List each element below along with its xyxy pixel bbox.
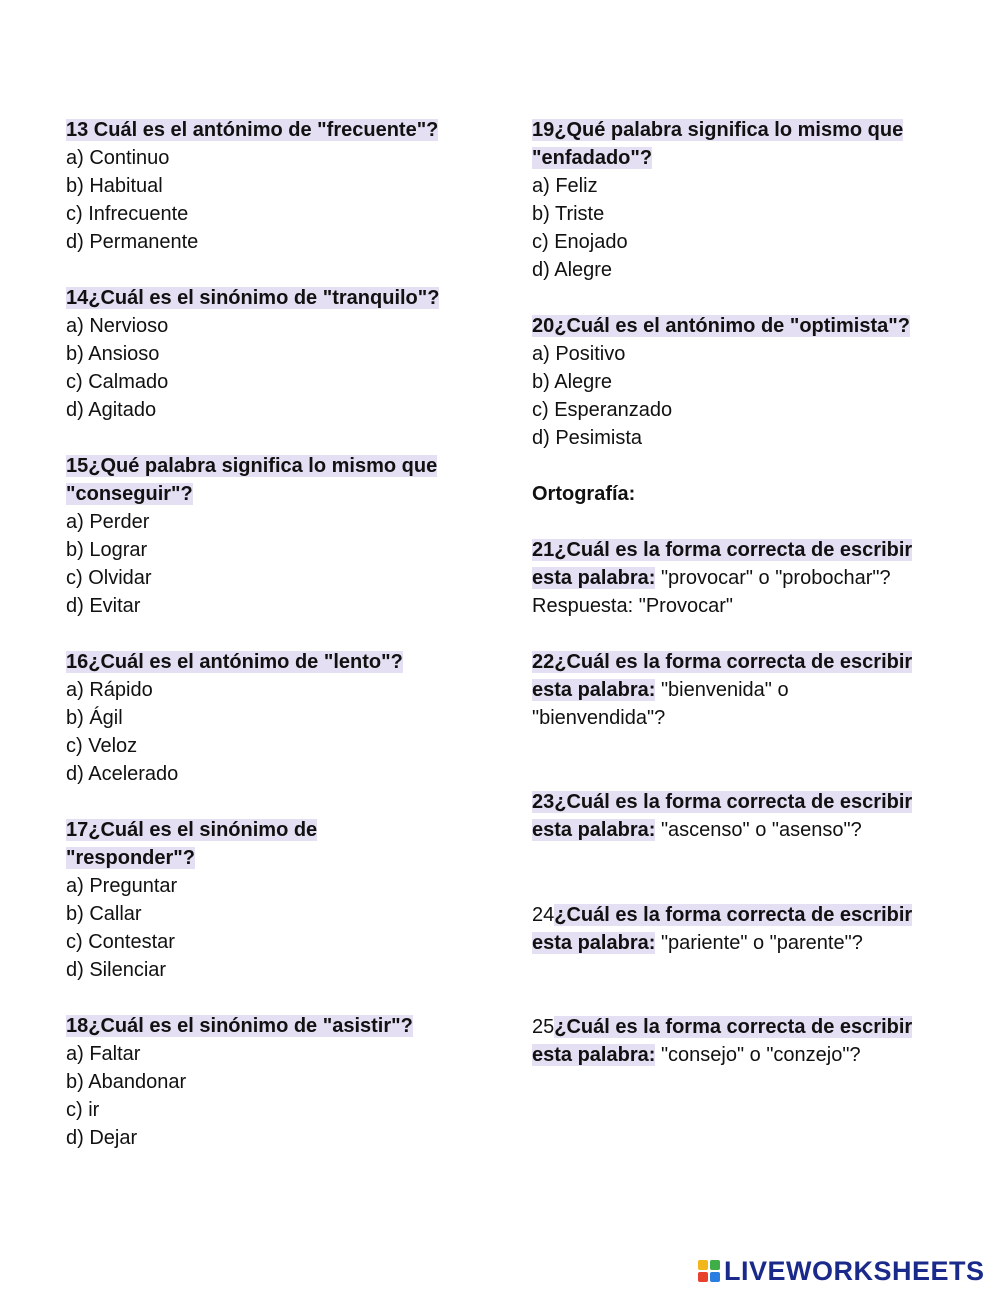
question-19-line2: "enfadado"? xyxy=(532,147,653,169)
option-14c: c) Calmado xyxy=(66,371,169,393)
question-24-line2: esta palabra: "pariente" o "parente"? xyxy=(532,932,863,954)
option-16c: c) Veloz xyxy=(66,735,138,757)
question-17-line2: "responder"? xyxy=(66,847,195,869)
option-18b: b) Abandonar xyxy=(66,1071,187,1093)
option-14d: d) Agitado xyxy=(66,399,157,421)
liveworksheets-logo xyxy=(698,1254,985,1288)
option-17c: c) Contestar xyxy=(66,931,175,953)
question-15-line2: "conseguir"? xyxy=(66,483,193,505)
option-18a: a) Faltar xyxy=(66,1043,141,1065)
option-19a: a) Feliz xyxy=(532,175,598,197)
option-16d: d) Acelerado xyxy=(66,763,179,785)
option-13c: c) Infrecuente xyxy=(66,203,189,225)
question-17-line1: 17¿Cuál es el sinónimo de xyxy=(66,819,318,841)
question-25-line2: esta palabra: "consejo" o "conzejo"? xyxy=(532,1044,861,1066)
option-15d: d) Evitar xyxy=(66,595,141,617)
option-15b: b) Lograr xyxy=(66,539,148,561)
question-22-line2: esta palabra: "bienvenida" o xyxy=(532,679,789,701)
question-21-line1: 21¿Cuál es la forma correcta de escribir xyxy=(532,539,913,561)
option-18c: c) ir xyxy=(66,1099,100,1121)
option-17a: a) Preguntar xyxy=(66,875,178,897)
option-13b: b) Habitual xyxy=(66,175,163,197)
question-23-line1: 23¿Cuál es la forma correcta de escribir xyxy=(532,791,913,813)
question-14: 14¿Cuál es el sinónimo de "tranquilo"? xyxy=(66,287,440,309)
option-16a: a) Rápido xyxy=(66,679,153,701)
option-17d: d) Silenciar xyxy=(66,959,167,981)
option-19b: b) Triste xyxy=(532,203,605,225)
option-14a: a) Nervioso xyxy=(66,315,169,337)
option-13d: d) Permanente xyxy=(66,231,199,253)
question-21-answer: Respuesta: "Provocar" xyxy=(532,595,733,617)
left-column xyxy=(66,116,486,1152)
question-13: 13 Cuál es el antónimo de "frecuente"? xyxy=(66,119,439,141)
question-23-line2: esta palabra: "ascenso" o "asenso"? xyxy=(532,819,862,841)
option-15a: a) Perder xyxy=(66,511,150,533)
logo-mark-icon xyxy=(698,1260,720,1282)
option-20c: c) Esperanzado xyxy=(532,399,673,421)
option-20b: b) Alegre xyxy=(532,371,613,393)
question-15-line1: 15¿Qué palabra significa lo mismo que xyxy=(66,455,438,477)
section-heading-ortografia: Ortografía: xyxy=(532,483,636,505)
question-19-line1: 19¿Qué palabra significa lo mismo que xyxy=(532,119,904,141)
option-17b: b) Callar xyxy=(66,903,142,925)
question-18: 18¿Cuál es el sinónimo de "asistir"? xyxy=(66,1015,413,1037)
option-15c: c) Olvidar xyxy=(66,567,152,589)
question-16: 16¿Cuál es el antónimo de "lento"? xyxy=(66,651,403,673)
question-20: 20¿Cuál es el antónimo de "optimista"? xyxy=(532,315,910,337)
option-18d: d) Dejar xyxy=(66,1127,138,1149)
question-22-line3: "bienvendida"? xyxy=(532,707,666,729)
logo-text: LIVEWORKSHEETS xyxy=(724,1255,985,1286)
question-24-line1: 24¿Cuál es la forma correcta de escribir xyxy=(532,904,913,926)
option-14b: b) Ansioso xyxy=(66,343,160,365)
question-21-line2: esta palabra: "provocar" o "probochar"? xyxy=(532,567,891,589)
option-20a: a) Positivo xyxy=(532,343,626,365)
question-25-line1: 25¿Cuál es la forma correcta de escribir xyxy=(532,1016,913,1038)
option-13a: a) Continuo xyxy=(66,147,170,169)
option-19d: d) Alegre xyxy=(532,259,613,281)
question-22-line1: 22¿Cuál es la forma correcta de escribir xyxy=(532,651,913,673)
option-20d: d) Pesimista xyxy=(532,427,643,449)
right-column xyxy=(532,116,952,1069)
option-16b: b) Ágil xyxy=(66,707,123,729)
option-19c: c) Enojado xyxy=(532,231,628,253)
